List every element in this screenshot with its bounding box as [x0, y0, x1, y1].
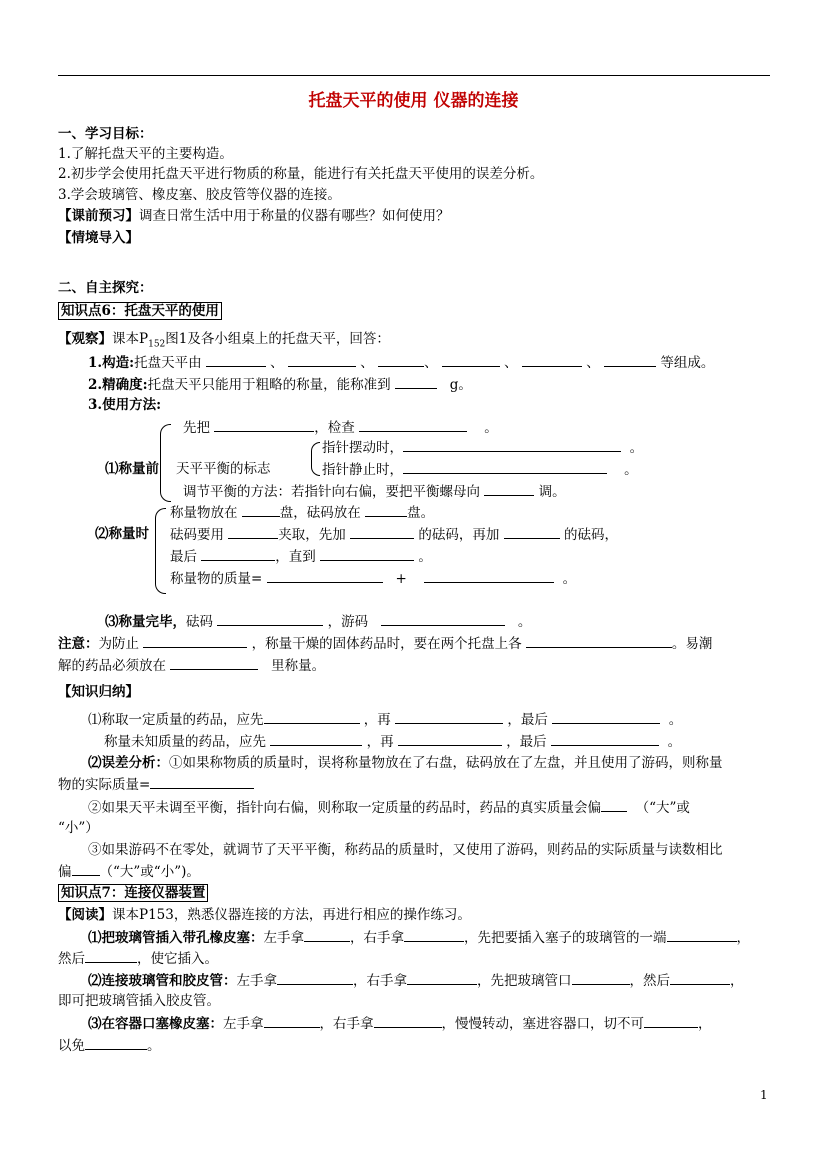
t: 。 — [629, 440, 644, 456]
kp6-box: 知识点6：托盘天平的使用 — [58, 302, 222, 320]
knowledge-point-6 — [58, 302, 222, 320]
t: 的砝码，再加 — [418, 527, 500, 543]
blank[interactable] — [350, 525, 414, 539]
blank[interactable] — [170, 656, 258, 670]
t: ， — [730, 973, 744, 989]
t: 左手拿 — [236, 973, 277, 989]
blank[interactable] — [644, 1014, 698, 1028]
blank[interactable] — [552, 710, 660, 724]
t: + — [395, 571, 407, 587]
preview-tag: 【课前预习】 — [58, 208, 139, 224]
t: 的砝码， — [563, 527, 618, 543]
blank[interactable] — [214, 418, 314, 432]
goal-2: 2.初步学会使用托盘天平进行物质的称量，能进行有关托盘天平使用的误差分析。 — [58, 166, 544, 182]
observe-line — [58, 330, 390, 354]
after-label: ⑶称量完毕， — [105, 614, 186, 630]
t: ⑴称取一定质量的药品，应先 — [88, 712, 264, 728]
observe-a: 课本P — [112, 331, 149, 347]
observe-tag: 【观察】 — [58, 331, 112, 347]
connect-1 — [88, 928, 750, 947]
q2-text: 托盘天平只能用于粗略的称量，能称准到 — [147, 377, 391, 393]
blank[interactable] — [522, 353, 582, 367]
t: 解的药品必须放在 — [58, 658, 166, 674]
blank[interactable] — [526, 634, 672, 648]
connect-2 — [88, 971, 744, 990]
t: 。 — [624, 462, 638, 478]
blank[interactable] — [217, 612, 323, 626]
t: ，游码 — [327, 614, 369, 630]
observe-sub: 152 — [148, 339, 166, 350]
t: 称量未知质量的药品，应先 — [104, 734, 266, 750]
brace-before — [160, 424, 171, 502]
blank[interactable] — [264, 710, 360, 724]
t: 左手拿 — [263, 930, 304, 946]
t: ，称量干燥的固体药品时，要在两个托盘上各 — [251, 636, 522, 652]
blank[interactable] — [206, 353, 266, 367]
read-tag: 【阅读】 — [58, 907, 112, 923]
preview-line — [58, 207, 450, 225]
sep: 、 — [504, 355, 518, 371]
read-line — [58, 906, 471, 924]
t: 里称量。 — [271, 658, 326, 674]
summary-2 — [104, 732, 681, 751]
blank[interactable] — [150, 775, 254, 789]
t: 先把 — [183, 420, 210, 436]
note-line-2 — [58, 656, 325, 675]
during-1 — [170, 503, 434, 522]
blank[interactable] — [604, 353, 656, 367]
t: 。易潮 — [671, 636, 713, 652]
blank[interactable] — [72, 862, 100, 876]
blank[interactable] — [378, 353, 424, 367]
blank[interactable] — [374, 1014, 442, 1028]
blank[interactable] — [407, 971, 477, 985]
blank[interactable] — [404, 928, 464, 942]
t: ， — [698, 1016, 712, 1032]
t: 为防止 — [98, 636, 139, 652]
t: 偏 — [58, 864, 72, 880]
t: 指针摆动时， — [322, 440, 403, 456]
note-label: 注意： — [58, 636, 99, 652]
during-4 — [170, 569, 576, 588]
balance-mark: 天平平衡的标志 — [176, 461, 271, 477]
summary-tag: 【知识归纳】 — [58, 684, 139, 700]
t: ，最后 — [507, 712, 548, 728]
q1-end: 等组成。 — [660, 355, 715, 371]
t: 。 — [517, 614, 532, 630]
t: ，先把玻璃管口 — [477, 973, 572, 989]
q2-unit: g。 — [449, 377, 472, 393]
blank[interactable] — [395, 375, 437, 389]
blank[interactable] — [242, 503, 280, 517]
blank[interactable] — [403, 438, 621, 452]
blank[interactable] — [670, 971, 730, 985]
t: 以免 — [58, 1038, 85, 1054]
t: 。 — [668, 712, 683, 728]
blank[interactable] — [264, 1014, 320, 1028]
t: ，然后 — [629, 973, 670, 989]
q2-label: 2.精确度: — [88, 377, 148, 393]
t: ，使它插入。 — [137, 951, 218, 967]
blank[interactable] — [201, 547, 275, 561]
after-line — [105, 612, 531, 631]
t: 称量物的质量= — [170, 571, 263, 587]
during-label: ⑵称量时 — [95, 526, 149, 542]
blank[interactable] — [667, 928, 737, 942]
blank[interactable] — [424, 569, 554, 583]
error-analysis-2b: “小”） — [58, 820, 99, 836]
t: 称量物放在 — [170, 505, 238, 521]
c1-label: ⑴把玻璃管插入带孔橡皮塞： — [88, 930, 264, 946]
t: 。 — [562, 571, 577, 587]
t: 调节平衡的方法：若指针向右偏，要把平衡螺母向 — [183, 484, 480, 500]
goal-3: 3.学会玻璃管、橡皮塞、胶皮管等仪器的连接。 — [58, 187, 341, 203]
during-3 — [170, 547, 432, 566]
t: 左手拿 — [223, 1016, 264, 1032]
t: ，检查 — [314, 420, 355, 436]
blank[interactable] — [551, 732, 659, 746]
swing-line — [322, 438, 643, 457]
t: 砝码要用 — [170, 527, 224, 543]
q2-precision — [88, 375, 472, 394]
sep: 、 — [270, 355, 284, 371]
q1-structure — [88, 353, 714, 372]
blank[interactable] — [442, 353, 500, 367]
t: ， — [736, 930, 750, 946]
t: ，先把要插入塞子的玻璃管的一端 — [464, 930, 667, 946]
blank[interactable] — [601, 798, 627, 812]
observe-b: 图1及各小组桌上的托盘天平，回答： — [165, 331, 390, 347]
blank[interactable] — [365, 503, 407, 517]
blank[interactable] — [320, 547, 414, 561]
note-line-1 — [58, 634, 712, 653]
section-heading-explore: 二、自主探究： — [58, 280, 153, 296]
t: 然后 — [58, 951, 85, 967]
error-analysis-3b — [58, 862, 200, 881]
t: ，慢慢转动，塞进容器口，切不可 — [441, 1016, 644, 1032]
blank[interactable] — [381, 612, 505, 626]
blank[interactable] — [359, 418, 467, 432]
q3-usage: 3.使用方法: — [88, 397, 162, 413]
kp7-box: 知识点7：连接仪器装置 — [58, 884, 208, 902]
t: 。 — [147, 1038, 161, 1054]
blank[interactable] — [403, 460, 607, 474]
brace-balance — [311, 442, 320, 476]
q1-text: 托盘天平由 — [134, 355, 202, 371]
preview-text: 调查日常生活中用于称量的仪器有哪些？如何使用？ — [139, 208, 450, 224]
connect-2b: 即可把玻璃管插入胶皮管。 — [58, 993, 220, 1009]
err-label: ⑵误差分析： — [88, 755, 169, 771]
goal-1: 1.了解托盘天平的主要构造。 — [58, 146, 233, 162]
error-analysis-2 — [88, 798, 690, 817]
blank[interactable] — [85, 949, 137, 963]
q1-label: 1.构造: — [88, 355, 135, 371]
blank[interactable] — [572, 971, 630, 985]
t: ，再 — [366, 734, 394, 750]
section-heading-goals: 一、学习目标： — [58, 126, 153, 142]
blank[interactable] — [143, 634, 247, 648]
t: ①如果称物质的质量时，误将称量物放在了右盘，砝码放在了左盘，并且使用了游码，则称量 — [169, 755, 723, 771]
t: 砝码 — [186, 614, 213, 630]
c2-label: ⑵连接玻璃管和胶皮管： — [88, 973, 237, 989]
page-title: 托盘天平的使用 仪器的连接 — [308, 91, 519, 111]
connect-3 — [88, 1014, 712, 1033]
intro-tag: 【情境导入】 — [58, 230, 139, 246]
brace-during — [155, 508, 166, 594]
sep: 、 — [586, 355, 600, 371]
t: 盘，砝码放在 — [279, 505, 361, 521]
t: 物的实际质量= — [58, 777, 151, 793]
connect-1b — [58, 949, 218, 968]
blank[interactable] — [304, 928, 350, 942]
t: （“大”或 — [635, 800, 690, 816]
t: 指针静止时， — [322, 462, 403, 478]
read-text: 课本P153，熟悉仪器连接的方法，再进行相应的操作练习。 — [112, 907, 471, 923]
during-2 — [170, 525, 618, 544]
t: ，右手拿 — [350, 930, 404, 946]
blank[interactable] — [504, 525, 560, 539]
t: 调。 — [538, 484, 566, 500]
blank[interactable] — [228, 525, 278, 539]
sep: 、 — [424, 355, 438, 371]
blank[interactable] — [395, 710, 503, 724]
blank[interactable] — [484, 482, 534, 496]
blank[interactable] — [267, 569, 383, 583]
before-step-1 — [183, 418, 498, 437]
blank[interactable] — [288, 353, 356, 367]
t: ，最后 — [506, 734, 547, 750]
t: 最后 — [170, 549, 197, 565]
blank[interactable] — [270, 732, 362, 746]
t: （“大”或“小”)。 — [99, 864, 200, 880]
page-number: 1 — [760, 1088, 768, 1102]
header-rule — [58, 75, 770, 76]
t: 。 — [667, 734, 682, 750]
t: ，右手拿 — [319, 1016, 374, 1032]
before-label: ⑴称量前 — [105, 461, 159, 477]
t: 。 — [418, 549, 432, 565]
t: 。 — [484, 420, 498, 436]
t: ，再 — [363, 712, 391, 728]
t: ，直到 — [275, 549, 316, 565]
blank[interactable] — [85, 1036, 147, 1050]
still-line — [322, 460, 638, 479]
t: 盘。 — [407, 505, 435, 521]
error-analysis-3: ③如果游码不在零处，就调节了天平平衡，称药品的质量时，又使用了游码，则药品的实际质量与读数相比 — [88, 842, 723, 858]
c3-label: ⑶在容器口塞橡皮塞： — [88, 1016, 223, 1032]
t: ，右手拿 — [353, 973, 407, 989]
summary-1 — [88, 710, 682, 729]
t: ②如果天平未调至平衡，指针向右偏，则称取一定质量的药品时，药品的真实质量会偏 — [88, 800, 601, 816]
sep: 、 — [360, 355, 374, 371]
adjust-line — [183, 482, 566, 501]
t: 夹取，先加 — [278, 527, 346, 543]
error-analysis-1b — [58, 775, 254, 794]
connect-3b — [58, 1036, 161, 1055]
error-analysis-1 — [88, 754, 723, 772]
knowledge-point-7 — [58, 884, 208, 902]
blank[interactable] — [277, 971, 353, 985]
blank[interactable] — [398, 732, 502, 746]
